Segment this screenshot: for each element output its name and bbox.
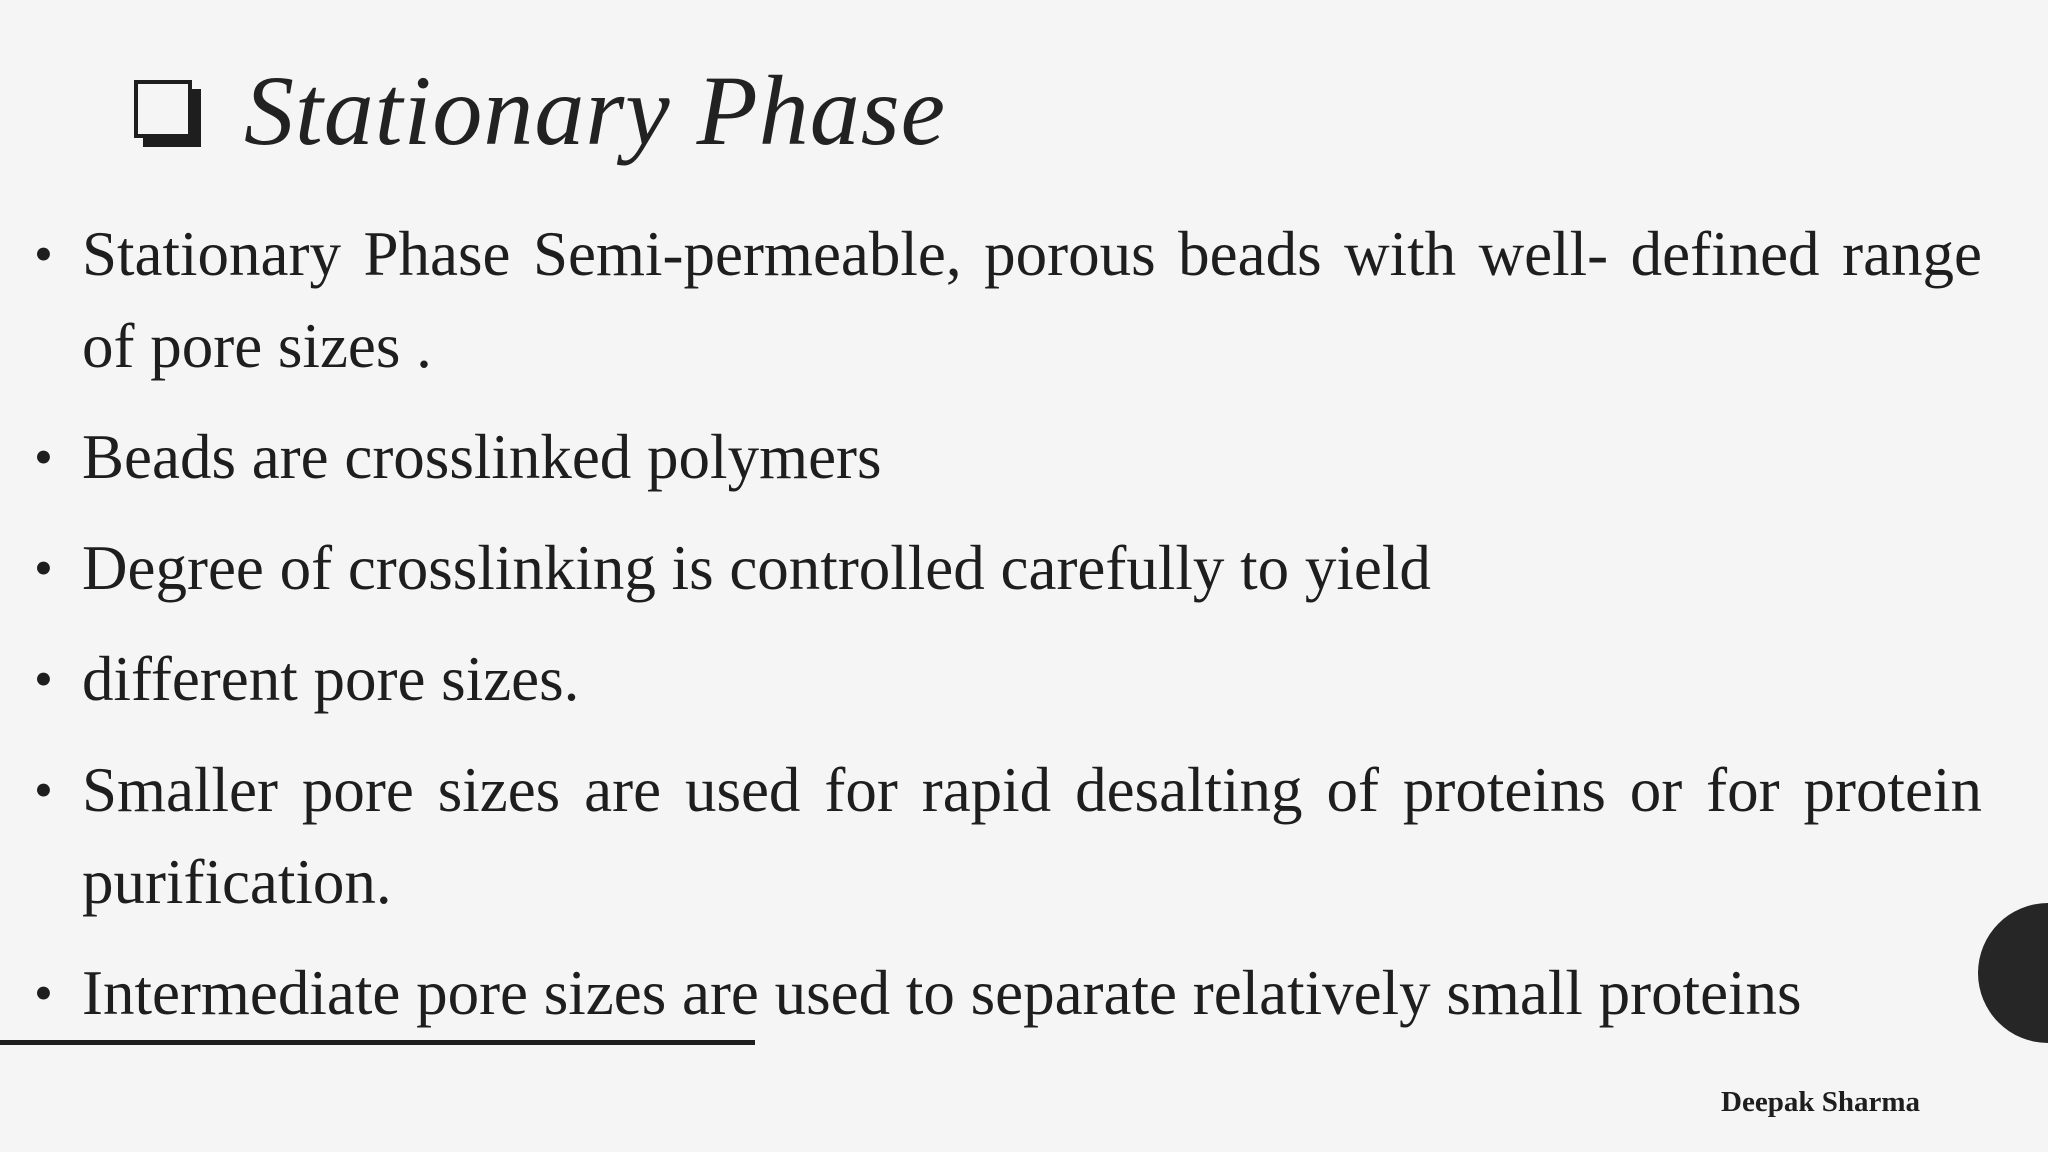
bullet-item [34,208,1982,392]
bullet-dot: • [34,649,53,709]
bullet-item [34,522,1982,614]
bullet-dot: • [34,427,53,487]
decorative-underline [0,1040,755,1045]
bullet-item [34,411,1982,503]
bullet-dot: • [34,963,53,1023]
bullet-dot: • [34,538,53,598]
bullet-list [34,208,1982,1058]
bullet-text: Degree of crosslinking is controlled carefully to yield [82,533,1431,603]
bullet-text: Stationary Phase Semi-permeable, porous beads with well- defined range of pore sizes . [82,219,1982,381]
bullet-text: Intermediate pore sizes are used to separate relatively small proteins [82,958,1802,1028]
bullet-item [34,947,1982,1039]
bullet-item [34,744,1982,928]
title-row [134,40,946,180]
decorative-circle [1978,903,2048,1043]
bullet-dot: • [34,224,53,284]
checkbox-square-icon [134,80,200,146]
bullet-dot: • [34,760,53,820]
slide-title: Stationary Phase [244,54,947,166]
bullet-text: different pore sizes. [82,644,580,714]
bullet-text: Smaller pore sizes are used for rapid desalting of proteins or for protein purification. [82,755,1982,917]
bullet-item [34,633,1982,725]
author-name: Deepak Sharma [1721,1086,1920,1118]
bullet-text: Beads are crosslinked polymers [82,422,882,492]
